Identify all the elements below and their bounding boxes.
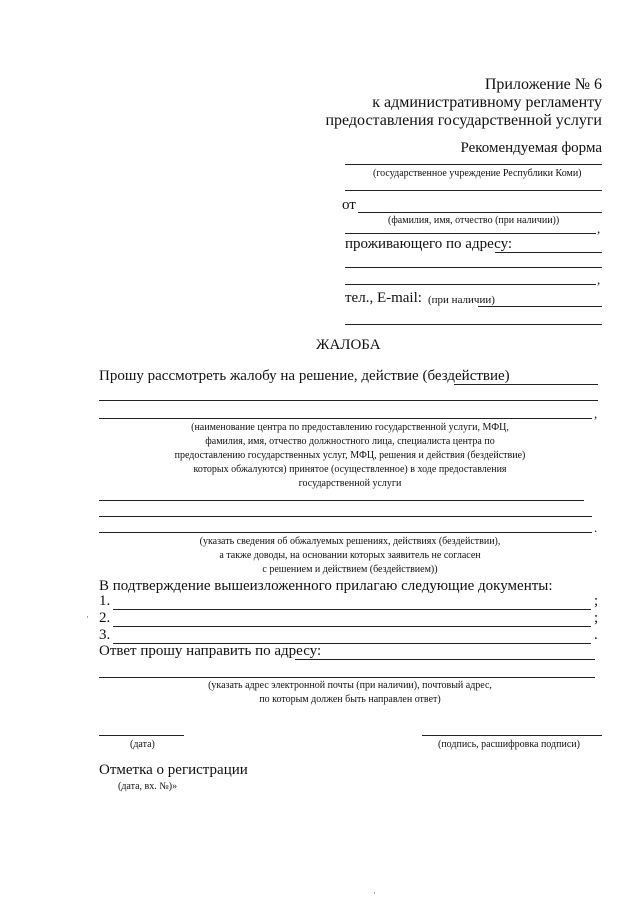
request-line: Прошу рассмотреть жалобу на решение, действие (бездействие) bbox=[99, 368, 510, 384]
signature-line bbox=[422, 735, 602, 736]
details-line-period: . bbox=[594, 520, 598, 535]
scan-dot-left: · bbox=[86, 612, 89, 622]
institution-line bbox=[345, 164, 602, 165]
doc-item-2-end: ; bbox=[594, 610, 599, 626]
institution-caption: (государственное учреждение Республики Коми) bbox=[373, 168, 582, 179]
reply-caption-1: (указать адрес электронной почты (при наличии), почтовый адрес, bbox=[208, 680, 492, 691]
subject-caption-4: которых обжалуются) принятое (осуществленное) в ходе предоставления bbox=[193, 464, 507, 475]
registration-label: Отметка о регистрации bbox=[99, 762, 248, 778]
appendix-regulation: к административному регламенту bbox=[372, 94, 602, 111]
subject-caption-5: государственной услуги bbox=[298, 478, 402, 489]
address-line-3 bbox=[345, 284, 596, 285]
address-label: проживающего по адресу: bbox=[345, 236, 513, 252]
details-line-3 bbox=[99, 532, 592, 533]
name-line-2 bbox=[345, 233, 596, 234]
doc-item-3-end: . bbox=[594, 627, 598, 643]
name-caption: (фамилия, имя, отчество (при наличии)) bbox=[388, 215, 560, 226]
appendix-number: Приложение № 6 bbox=[484, 76, 602, 93]
doc-item-1-end: ; bbox=[594, 593, 599, 609]
phone-line-2 bbox=[345, 324, 602, 325]
address-line-2 bbox=[345, 267, 602, 268]
request-line-comma: , bbox=[594, 406, 598, 421]
date-line bbox=[99, 735, 184, 736]
subject-caption-1: (наименование центра по предоставлению государственной услуги, МФЦ, bbox=[191, 422, 509, 433]
reply-label: Ответ прошу направить по адресу: bbox=[99, 643, 322, 659]
request-line-3 bbox=[99, 418, 592, 419]
appendix-service: предоставления государственной услуги bbox=[325, 112, 602, 129]
doc-item-3-number: 3. bbox=[99, 627, 111, 643]
details-line-2 bbox=[99, 516, 592, 517]
name-line-comma: , bbox=[597, 221, 601, 236]
reply-line-2 bbox=[99, 677, 595, 678]
reply-caption-2: по которым должен быть направлен ответ) bbox=[259, 694, 441, 705]
recommended-form-label: Рекомендуемая форма bbox=[460, 140, 602, 156]
request-line-2 bbox=[99, 400, 598, 401]
details-caption-3: с решением и действием (бездействием)) bbox=[262, 564, 438, 575]
doc-item-2-line bbox=[113, 626, 591, 627]
complaint-title: ЖАЛОБА bbox=[316, 337, 381, 353]
from-label: от bbox=[342, 197, 356, 213]
doc-item-1-line bbox=[113, 609, 591, 610]
institution-line-2 bbox=[345, 190, 602, 191]
registration-caption: (дата, вх. №)» bbox=[118, 781, 178, 792]
details-caption-1: (указать сведения об обжалуемых решениях, действиях (бездействии), bbox=[199, 536, 501, 547]
details-caption-2: а также доводы, на основании которых заявитель не согласен bbox=[219, 550, 481, 561]
doc-item-1-number: 1. bbox=[99, 593, 111, 609]
scan-dot-bottom: · bbox=[373, 888, 376, 898]
from-name-line bbox=[358, 212, 602, 213]
phone-label: тел., E-mail: bbox=[345, 290, 422, 306]
date-caption: (дата) bbox=[130, 739, 155, 750]
subject-caption-3: предоставлению государственных услуг, МФЦ, решения и действия (бездействие) bbox=[174, 450, 526, 461]
documents-intro: В подтверждение вышеизложенного прилагаю следующие документы: bbox=[99, 578, 553, 594]
phone-hint: (при наличии) bbox=[428, 294, 495, 306]
request-fill-line bbox=[454, 384, 598, 385]
phone-line bbox=[478, 306, 602, 307]
reply-line-1 bbox=[295, 659, 595, 660]
doc-item-2-number: 2. bbox=[99, 610, 111, 626]
subject-caption-2: фамилия, имя, отчество должностного лица, специалиста центра по bbox=[205, 436, 495, 447]
address-line-comma: , bbox=[597, 272, 601, 287]
details-line-1 bbox=[99, 500, 584, 501]
signature-caption: (подпись, расшифровка подписи) bbox=[438, 739, 580, 750]
address-line-1 bbox=[495, 252, 602, 253]
